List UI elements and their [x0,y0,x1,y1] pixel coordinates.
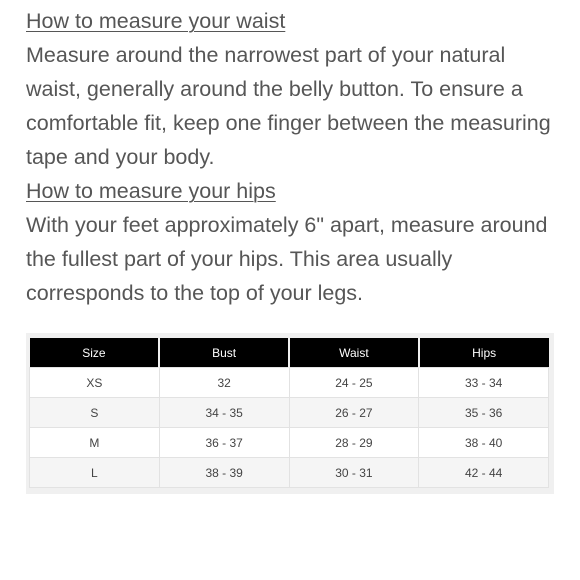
cell-bust: 34 - 35 [159,398,289,428]
cell-hips: 42 - 44 [419,458,549,488]
cell-waist: 26 - 27 [289,398,419,428]
cell-bust: 38 - 39 [159,458,289,488]
cell-hips: 38 - 40 [419,428,549,458]
table-row [30,368,549,398]
cell-bust: 36 - 37 [159,428,289,458]
table-row [30,458,549,488]
hips-instructions: With your feet approximately 6" apart, measure around the fullest part of your hips. This area usually corresponds to the top of your legs. [26,213,548,305]
size-table [29,338,549,488]
cell-size: S [30,398,160,428]
table-row [30,428,549,458]
size-chart [26,333,554,494]
cell-waist: 30 - 31 [289,458,419,488]
header-size: Size [30,338,160,368]
cell-bust: 32 [159,368,289,398]
table-row [30,398,549,428]
header-hips: Hips [419,338,549,368]
cell-size: XS [30,368,160,398]
hips-heading: How to measure your hips [26,179,276,203]
cell-hips: 33 - 34 [419,368,549,398]
cell-waist: 28 - 29 [289,428,419,458]
waist-heading: How to measure your waist [26,9,286,33]
cell-hips: 35 - 36 [419,398,549,428]
cell-size: M [30,428,160,458]
header-waist: Waist [289,338,419,368]
waist-instructions: Measure around the narrowest part of your natural waist, generally around the belly button. To ensure a comfortable fit, keep one finger between the measuring tape and your body. [26,43,551,169]
cell-waist: 24 - 25 [289,368,419,398]
header-bust: Bust [159,338,289,368]
cell-size: L [30,458,160,488]
measuring-guide [26,4,566,310]
size-table-header-row [30,338,549,368]
